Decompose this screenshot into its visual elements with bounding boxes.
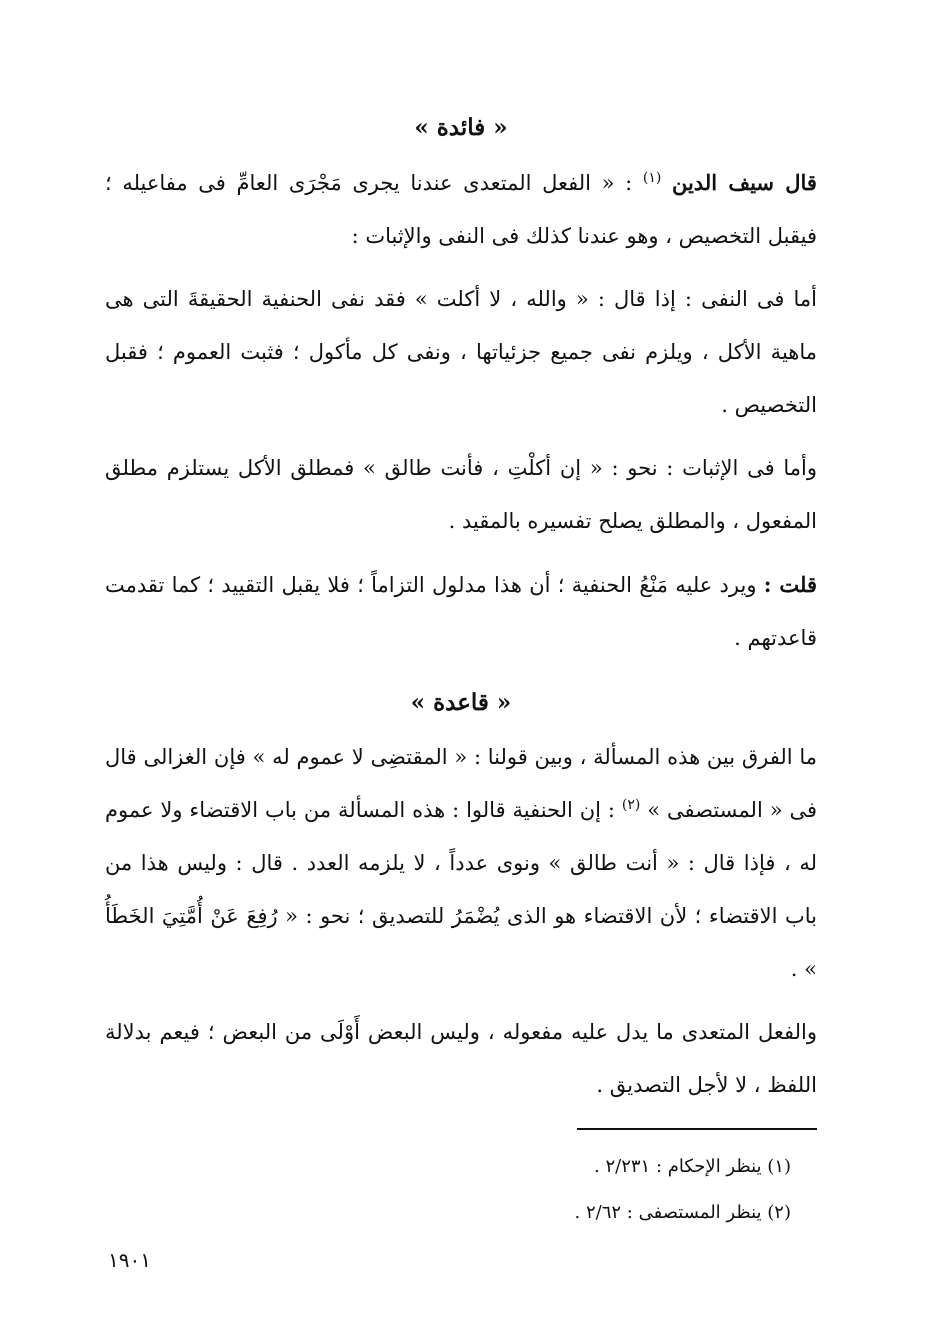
footnote-ref-2[interactable]: (٢) [621,797,641,813]
paragraph-1-text: : « الفعل المتعدى عندنا يجرى مَجْرَى العامِّ فى مفاعيله ؛ فيقبل التخصيص ، وهو عندنا كذلك فى النفى والإثبات : [105,171,817,248]
paragraph-6: والفعل المتعدى ما يدل عليه مفعوله ، وليس البعض أَوْلَى من البعض ؛ فيعم بدلالة اللفظ ، لا لأجل التصديق . [105,1020,817,1097]
paragraph-4-text: ويرد عليه مَنْعُ الحنفية ؛ أن هذا مدلول التزاماً ؛ فلا يقبل التقييد ؛ كما تقدمت قاعدتهم . [105,573,817,650]
paragraph-5 [105,731,817,996]
paragraph-4 [105,558,817,665]
paragraph-3: وأما فى الإثبات : نحو : « إن أكلْتِ ، فأنت طالق » فمطلق الأكل يستلزم مطلق المفعول ، والمطلق يصلح تفسيره بالمقيد . [105,456,817,533]
paragraph-2: أما فى النفى : إذا قال : « والله ، لا أكلت » فقد نفى الحنفية الحقيقةَ التى هى ماهية الأكل ، ويلزم نفى جميع جزئياتها ، ونفى كل مأكول ؛ فثبت العموم ؛ فقبل التخصيص . [105,287,817,417]
page-content [105,100,817,1236]
paragraph-1-lead: قال سيف الدين [671,170,817,195]
heading-qaida: « قاعدة » [410,689,512,716]
paragraph-1 [105,156,817,263]
heading-faida: « فائدة » [414,114,508,141]
paragraph-4-lead: قلت : [763,572,817,597]
paragraph-5-text-b: : إن الحنفية قالوا : هذه المسألة من باب الاقتضاء ولا عموم له ، فإذا قال : « أنت طالق » ونوى عدداً ، لا يلزمه العدد . قال : وليس هذا من باب الاقتضاء ؛ لأن الاقتضاء هو الذى يُضْمَرُ للتصديق ؛ نحو : « رُفِعَ عَنْ أُمَّتِيَ الخَطَأُ » . [105,798,817,981]
footnote-ref-1[interactable]: (١) [642,170,662,186]
footnote-divider [577,1128,817,1130]
footnote-1: (١) ينظر الإحكام : ٢/٢٣١ . [594,1156,791,1177]
paragraph-5-text-a: ما الفرق بين هذه المسألة ، وبين قولنا : « المقتضِى لا عموم له » فإن الغزالى قال فى « المستصفى » [105,745,817,822]
page-number: ١٩٠١ [108,1248,151,1272]
footnote-2: (٢) ينظر المستصفى : ٢/٦٢ . [574,1202,791,1223]
